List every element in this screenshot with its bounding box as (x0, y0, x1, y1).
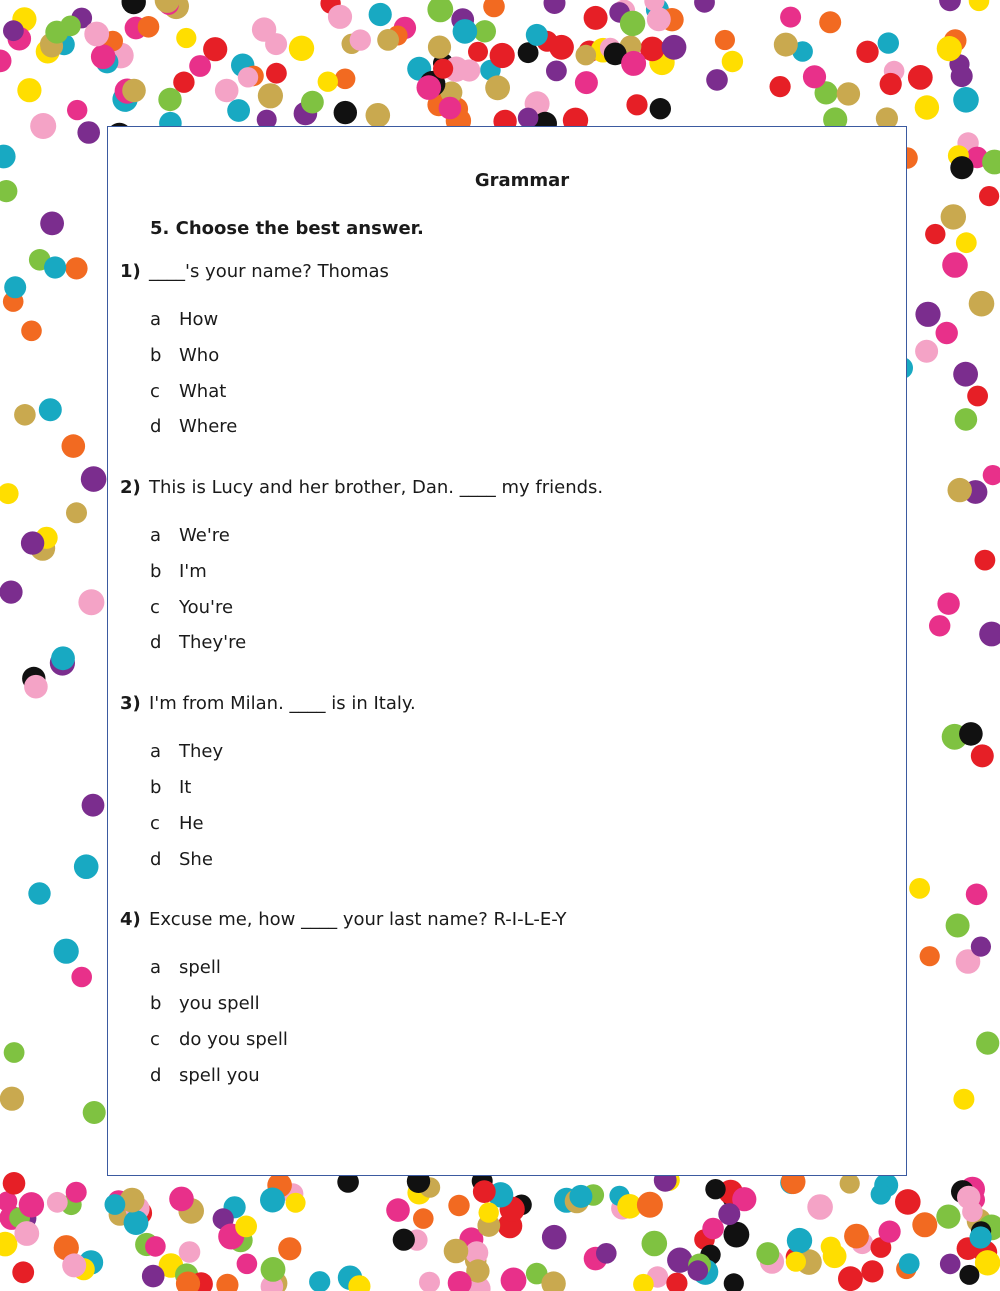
confetti-dot (82, 794, 105, 817)
confetti-dot (485, 75, 510, 100)
confetti-dot (490, 43, 515, 68)
confetti-dot (235, 1216, 257, 1238)
confetti-dot (770, 76, 791, 97)
confetti-dot (14, 1221, 39, 1246)
confetti-dot (596, 1243, 617, 1264)
confetti-dot (856, 41, 878, 63)
page-title: Grammar (474, 170, 570, 191)
confetti-dot (328, 5, 352, 29)
confetti-dot (51, 646, 75, 670)
option-letter: c (150, 1029, 160, 1050)
confetti-dot (971, 744, 994, 767)
question-text: This is Lucy and her brother, Dan. ____ my friends. (149, 477, 604, 498)
confetti-dot (909, 878, 930, 899)
confetti-dot (666, 1273, 687, 1291)
confetti-dot (650, 98, 671, 119)
option-text: you spell (179, 993, 260, 1014)
confetti-dot (969, 0, 990, 11)
confetti-dot (621, 51, 646, 76)
confetti-dot (301, 91, 324, 114)
confetti-dot (81, 466, 107, 492)
option-text: How (179, 309, 219, 330)
confetti-dot (216, 1274, 238, 1291)
confetti-dot (122, 79, 146, 103)
question-3 (120, 693, 416, 714)
option-letter: d (150, 849, 162, 870)
confetti-dot (942, 252, 968, 278)
confetti-dot (473, 1180, 496, 1203)
confetti-dot (30, 113, 56, 139)
option-text: She (179, 849, 213, 870)
option-1a[interactable] (150, 309, 218, 330)
option-4d[interactable] (150, 1065, 260, 1086)
confetti-dot (39, 398, 62, 421)
confetti-dot (173, 72, 194, 93)
confetti-dot (937, 593, 959, 615)
confetti-dot (526, 24, 548, 46)
option-1b[interactable] (150, 345, 219, 366)
confetti-dot (419, 1272, 440, 1291)
confetti-dot (967, 386, 988, 407)
confetti-dot (350, 29, 371, 50)
confetti-dot (549, 35, 574, 60)
confetti-dot (819, 11, 841, 33)
confetti-dot (3, 1172, 26, 1195)
confetti-dot (260, 1188, 285, 1213)
confetti-dot (215, 79, 239, 103)
option-3c[interactable] (150, 813, 204, 834)
option-letter: d (150, 632, 162, 653)
confetti-dot (878, 32, 899, 53)
confetti-dot (0, 483, 19, 504)
confetti-dot (937, 36, 962, 61)
question-text: Excuse me, how ____ your last name? R-I-L-E-Y (149, 909, 567, 930)
confetti-dot (176, 28, 196, 48)
question-text: ____'s your name? Thomas (149, 261, 389, 282)
option-letter: d (150, 416, 162, 437)
confetti-dot (366, 103, 391, 128)
confetti-dot (953, 87, 979, 113)
option-2b[interactable] (150, 561, 207, 582)
confetti-dot (28, 882, 50, 904)
confetti-dot (227, 99, 250, 122)
option-3d[interactable] (150, 849, 213, 870)
confetti-dot (105, 1194, 126, 1215)
question-number: 4) (120, 909, 141, 930)
confetti-dot (377, 29, 399, 51)
confetti-dot (393, 1229, 415, 1251)
confetti-dot (66, 1182, 87, 1203)
confetti-dot (895, 1189, 921, 1215)
option-letter: a (150, 957, 162, 978)
confetti-dot (40, 212, 64, 236)
confetti-dot (289, 36, 314, 61)
confetti-dot (179, 1241, 201, 1263)
question-2 (120, 477, 603, 498)
confetti-dot (62, 434, 86, 458)
confetti-dot (369, 3, 392, 26)
confetti-dot (912, 1212, 937, 1237)
confetti-dot (837, 82, 860, 105)
option-letter: c (150, 597, 160, 618)
confetti-dot (24, 675, 48, 699)
confetti-dot (21, 321, 42, 342)
option-text: They're (179, 632, 247, 653)
option-text: do you spell (179, 1029, 288, 1050)
option-1d[interactable] (150, 416, 237, 437)
confetti-dot (44, 256, 66, 278)
confetti-dot (501, 1268, 527, 1291)
confetti-dot (71, 967, 92, 988)
confetti-dot (0, 581, 23, 604)
confetti-dot (920, 946, 940, 966)
confetti-dot (546, 61, 567, 82)
confetti-dot (569, 1185, 592, 1208)
confetti-dot (60, 15, 81, 36)
confetti-dot (953, 362, 978, 387)
confetti-dot (261, 1257, 286, 1282)
confetti-dot (122, 0, 146, 14)
confetti-dot (966, 884, 988, 906)
confetti-dot (908, 65, 933, 90)
option-letter: b (150, 777, 162, 798)
confetti-dot (483, 0, 505, 17)
confetti-dot (19, 1192, 44, 1217)
confetti-dot (702, 1218, 724, 1240)
confetti-dot (940, 1254, 961, 1275)
confetti-dot (576, 45, 597, 66)
option-3b[interactable] (150, 777, 191, 798)
confetti-dot (823, 1244, 847, 1268)
confetti-dot (66, 502, 87, 523)
confetti-dot (83, 1101, 106, 1124)
confetti-dot (722, 51, 743, 72)
option-4b[interactable] (150, 993, 260, 1014)
confetti-dot (879, 1221, 901, 1243)
confetti-dot (4, 276, 26, 298)
option-3a[interactable] (150, 741, 223, 762)
confetti-dot (386, 1198, 410, 1222)
confetti-dot (575, 71, 598, 94)
confetti-dot (145, 1236, 166, 1257)
confetti-dot (17, 78, 41, 102)
confetti-dot (74, 854, 99, 879)
confetti-dot (642, 1231, 668, 1257)
confetti-dot (956, 232, 977, 253)
confetti-dot (715, 30, 735, 50)
confetti-dot (787, 1228, 812, 1253)
confetti-dot (444, 1239, 469, 1264)
confetti-dot (861, 1260, 883, 1282)
confetti-dot (0, 50, 12, 73)
confetti-dot (969, 291, 995, 317)
confetti-dot (941, 204, 966, 229)
confetti-dot (124, 1210, 149, 1235)
option-text: We're (179, 525, 230, 546)
question-number: 1) (120, 261, 141, 282)
option-4c[interactable] (150, 1029, 288, 1050)
confetti-dot (951, 65, 973, 87)
confetti-dot (871, 1184, 892, 1205)
confetti-dot (427, 0, 453, 22)
option-letter: c (150, 813, 160, 834)
question-number: 2) (120, 477, 141, 498)
confetti-dot (544, 0, 566, 14)
confetti-dot (479, 1202, 499, 1222)
confetti-dot (971, 937, 991, 957)
confetti-dot (334, 101, 357, 124)
confetti-dot (169, 1187, 194, 1212)
confetti-dot (983, 465, 1000, 485)
confetti-dot (286, 1193, 306, 1213)
confetti-dot (939, 0, 961, 11)
option-letter: a (150, 525, 162, 546)
option-1c[interactable] (150, 381, 226, 402)
option-letter: a (150, 741, 162, 762)
option-text: It (179, 777, 192, 798)
option-letter: b (150, 993, 162, 1014)
confetti-dot (976, 1032, 999, 1055)
confetti-dot (266, 63, 287, 84)
confetti-dot (428, 36, 451, 59)
confetti-dot (957, 1186, 980, 1209)
confetti-dot (662, 35, 687, 60)
option-4a[interactable] (150, 957, 221, 978)
confetti-dot (448, 1195, 469, 1216)
confetti-dot (67, 100, 87, 120)
confetti-dot (0, 145, 16, 169)
confetti-dot (953, 1089, 974, 1110)
confetti-dot (309, 1271, 330, 1291)
option-letter: d (150, 1065, 162, 1086)
option-2d[interactable] (150, 632, 246, 653)
option-letter: a (150, 309, 162, 330)
question-1 (120, 261, 389, 282)
confetti-dot (807, 1194, 833, 1220)
confetti-dot (468, 42, 488, 62)
confetti-dot (78, 589, 104, 615)
confetti-dot (936, 322, 958, 344)
confetti-dot (844, 1224, 869, 1249)
confetti-dot (91, 44, 116, 69)
confetti-dot (959, 722, 983, 746)
confetti-dot (62, 1253, 86, 1277)
confetti-dot (718, 1203, 740, 1225)
confetti-dot (979, 622, 1000, 647)
confetti-dot (14, 404, 36, 426)
confetti-dot (439, 97, 462, 120)
confetti-dot (946, 914, 970, 938)
option-text: You're (179, 597, 234, 618)
option-text: spell you (179, 1065, 260, 1086)
confetti-dot (880, 73, 902, 95)
confetti-dot (925, 224, 945, 244)
option-text: What (179, 381, 227, 402)
confetti-dot (0, 1087, 24, 1111)
confetti-dot (915, 340, 938, 363)
confetti-dot (948, 478, 972, 502)
option-letter: c (150, 381, 160, 402)
confetti-dot (453, 19, 478, 44)
question-number: 3) (120, 693, 141, 714)
confetti-dot (21, 531, 44, 554)
option-letter: b (150, 345, 162, 366)
confetti-dot (584, 6, 608, 30)
confetti-dot (77, 121, 100, 144)
confetti-dot (780, 7, 801, 28)
confetti-dot (647, 7, 671, 31)
confetti-dot (158, 88, 181, 111)
option-text: spell (179, 957, 221, 978)
confetti-dot (278, 1237, 301, 1260)
confetti-dot (688, 1260, 709, 1281)
question-text: I'm from Milan. ____ is in Italy. (149, 693, 416, 714)
option-text: He (179, 813, 204, 834)
option-text: I'm (179, 561, 207, 582)
confetti-dot (915, 302, 940, 327)
confetti-dot (4, 1042, 25, 1063)
confetti-dot (12, 1261, 34, 1283)
confetti-dot (620, 11, 645, 36)
confetti-dot (756, 1242, 779, 1265)
confetti-dot (458, 59, 480, 81)
confetti-dot (970, 1226, 992, 1248)
confetti-dot (189, 55, 211, 77)
option-text: Who (179, 345, 220, 366)
option-letter: b (150, 561, 162, 582)
confetti-dot (694, 0, 715, 13)
confetti-dot (237, 1254, 258, 1275)
option-2c[interactable] (150, 597, 233, 618)
confetti-dot (54, 939, 79, 964)
confetti-dot (959, 1265, 979, 1285)
confetti-dot (138, 16, 160, 38)
confetti-dot (936, 1205, 960, 1229)
confetti-dot (838, 1266, 863, 1291)
option-2a[interactable] (150, 525, 230, 546)
confetti-dot (929, 615, 950, 636)
confetti-dot (786, 1252, 806, 1272)
confetti-dot (258, 83, 283, 108)
confetti-dot (542, 1225, 567, 1250)
confetti-dot (318, 72, 338, 92)
confetti-dot (899, 1253, 920, 1274)
confetti-dot (335, 69, 356, 90)
confetti-dot (417, 75, 442, 100)
confetti-dot (47, 1192, 68, 1213)
confetti-dot (840, 1173, 860, 1193)
question-4 (120, 909, 567, 930)
confetti-dot (84, 22, 109, 47)
confetti-dot (65, 257, 87, 279)
confetti-dot (142, 1265, 165, 1288)
confetti-dot (238, 67, 258, 87)
confetti-dot (975, 550, 996, 571)
confetti-dot (3, 20, 24, 41)
instruction-text: 5. Choose the best answer. (150, 218, 424, 239)
confetti-dot (433, 59, 453, 79)
confetti-dot (626, 94, 647, 115)
confetti-dot (774, 33, 798, 57)
option-text: Where (179, 416, 238, 437)
confetti-dot (265, 33, 287, 55)
confetti-dot (724, 1222, 750, 1248)
confetti-dot (955, 408, 978, 431)
confetti-dot (724, 1273, 744, 1291)
confetti-dot (705, 1179, 725, 1199)
confetti-dot (637, 1192, 663, 1218)
confetti-dot (915, 95, 939, 119)
option-text: They (179, 741, 224, 762)
confetti-dot (803, 65, 826, 88)
confetti-dot (706, 69, 728, 91)
confetti-dot (413, 1208, 434, 1229)
